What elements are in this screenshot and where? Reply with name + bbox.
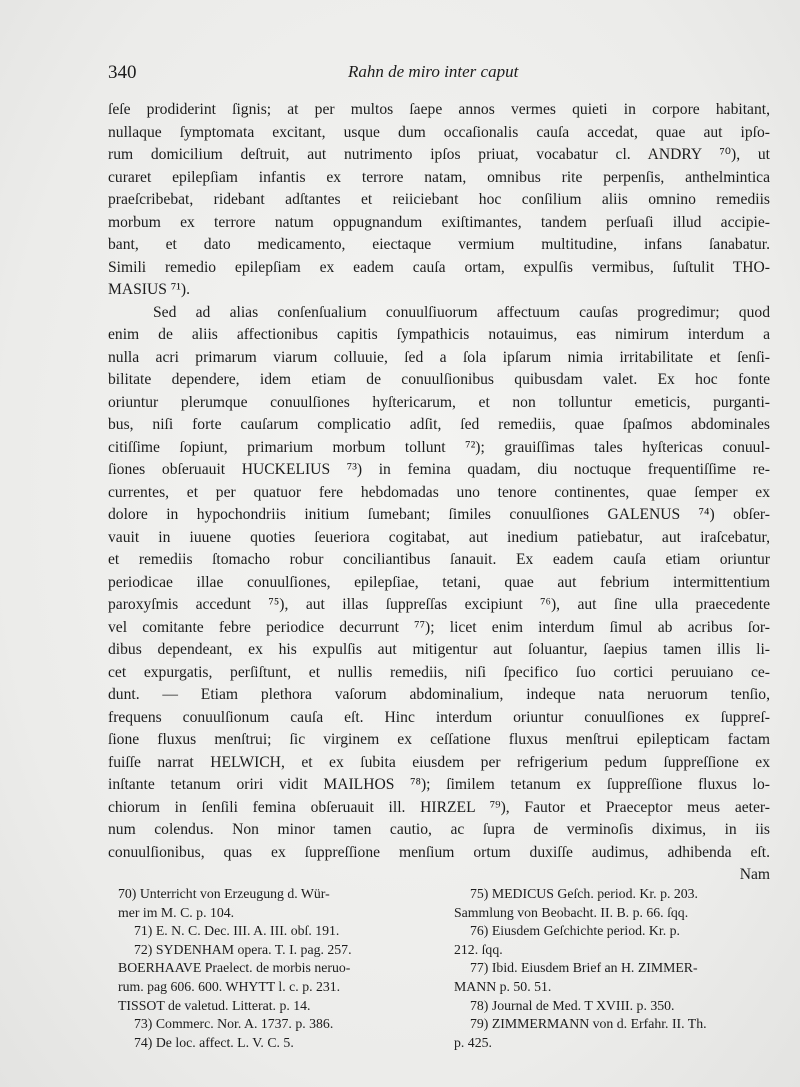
text-line: conuulſionibus, quas ex ſuppreſſione menſium ortum duxiſſe audimus, adhibenda eſt. <box>108 843 770 861</box>
text-line: bus, niſi forte cauſarum complicatio adſit, ſed remediis, quae ſpaſmos abdominales <box>108 416 770 433</box>
footnote-line: 73) Commerc. Nor. A. 1737. p. 386. <box>134 1016 334 1032</box>
text-line: MASIUS ⁷¹). <box>108 281 191 298</box>
main-text <box>108 99 770 887</box>
footnote-line: 74) De loc. affect. L. V. C. 5. <box>134 1034 294 1050</box>
text-line: periodicae illae conuulſiones, epilepſiae, tetani, quae aut febrium intermittentium <box>108 573 770 591</box>
text-line: Sed ad alias conſenſualium conuulſiuorum affectuum cauſas progredimur; quod <box>153 303 770 321</box>
text-line: num colendus. Non minor tamen cautio, ac ſupra de verminoſis diximus, in iis <box>108 821 770 838</box>
text-line: ſiones obſeruauit HUCKELIUS ⁷³) in femina quadam, diu noctuque frequentiſſime re- <box>108 461 770 478</box>
text-line: ſeſe prodiderint ſignis; at per multos ſaepe annos vermes quieti in corpore habitant, <box>108 101 770 118</box>
page-header <box>108 62 768 88</box>
text-line: nulla acri primarum viarum colluuie, ſed a ſola ipſarum nimia irritabilitate et ſenſi- <box>108 348 770 366</box>
footnote-line: 70) Unterricht von Erzeugung d. Wür- <box>118 886 330 901</box>
footnote-line: MANN p. 50. 51. <box>454 978 552 994</box>
text-line: dunt. — Etiam plethora vaſorum abdominalium, indeque nata neruorum tenſio, <box>108 686 770 703</box>
text-line: vel comitante febre periodice decurrunt ⁷⁷); licet enim interdum ſimul ab acribus ſor- <box>108 618 770 636</box>
footnote-line: mer im M. C. p. 104. <box>118 904 235 920</box>
catchword: Nam <box>739 866 770 883</box>
text-line: rum domicilium deſtruit, aut nutrimento ipſos priuat, vocabatur cl. ANDRY ⁷⁰), ut <box>108 146 770 163</box>
footnote-line: rum. pag 606. 600. WHYTT l. c. p. 231. <box>118 978 341 994</box>
footnote-line: TISSOT de valetud. Litterat. p. 14. <box>118 997 311 1013</box>
text-line: cet expurgatis, perſiſtunt, et nullis remediis, niſi ſpecifico ſuo cortici peruuiano ce- <box>108 663 770 681</box>
footnote-line: 79) ZIMMERMANN von d. Erfahr. II. Th. <box>470 1016 707 1032</box>
text-line: Simili remedio epilepſiam ex eadem cauſa ortam, expulſis vermibus, ſuſtulit THO- <box>108 258 770 276</box>
text-line: oriuntur plerumque conuulſiones hyſtericarum, et non tolluntur emeticis, purganti- <box>108 393 770 411</box>
text-line: curaret epilepſiam infantis ex terrore natam, omnibus rite perpenſis, anthelmintica <box>108 168 770 186</box>
text-line: paroxyſmis accedunt ⁷⁵), aut illas ſuppreſſas excipiunt ⁷⁶), aut ſine ulla praecedente <box>108 596 770 613</box>
text-line: citiſſime ſopiunt, primarium morbum tollunt ⁷²); grauiſſimas tales hyſtericas conuul- <box>108 438 770 456</box>
text-line: currentes, et per quatuor fere hebdomadas uno tenore continentes, quae ſemper ex <box>108 483 770 501</box>
footnote-line: 78) Journal de Med. T XVIII. p. 350. <box>470 997 675 1013</box>
text-line: chiorum in ſenſili femina obſeruauit ill. HIRZEL ⁷⁹), Fautor et Praeceptor meus aeter- <box>108 798 770 816</box>
page-number: 340 <box>108 62 137 83</box>
text-line: bant, et dato medicamento, eiectaque vermium multitudine, infans ſanabatur. <box>108 236 770 253</box>
text-line: dolore in hypochondriis initium ſumebant; ſimiles conuulſiones GALENUS ⁷⁴) obſer- <box>108 506 770 523</box>
text-line: ſione fluxus menſtrui; ſic virginem ex ceſſatione fluxus menſtrui epilepticam factam <box>108 731 770 748</box>
text-line: vauit in iuuene quoties ſeueriora cogitabat, aut inedium patiebatur, aut iraſcebatur, <box>108 528 770 546</box>
footnote-line: p. 425. <box>454 1034 492 1050</box>
footnote-line: 71) E. N. C. Dec. III. A. III. obſ. 191. <box>134 923 340 939</box>
text-line: et remediis ſtomacho robur conciliantibus ſanauit. Ex eadem cauſa etiam oriuntur <box>108 551 770 568</box>
text-line: frequens conuulſionum cauſa eſt. Hinc interdum oriuntur conuulſiones ex ſuppreſ- <box>108 708 770 726</box>
footnote-line: 212. ſqq. <box>454 941 503 957</box>
footnote-line: 72) SYDENHAM opera. T. I. pag. 257. <box>134 941 352 957</box>
text-line: nullaque ſymptomata excitant, usque dum occaſionalis cauſa accedat, quae aut ipſo- <box>108 123 770 141</box>
footnotes-left-column <box>118 885 436 1052</box>
text-line: praeſcribebat, ridebant adſtantes et reiiciebant hoc conſilium aliis omnino remediis <box>108 191 770 208</box>
footnote-line: 75) MEDICUS Geſch. period. Kr. p. 203. <box>470 886 699 901</box>
footnote-line: Sammlung von Beobacht. II. B. p. 66. ſqq. <box>454 904 689 920</box>
footnotes-right-column <box>454 885 772 1052</box>
text-line: dibus dependeant, ex his expulſis aut mitigentur aut ſoluantur, ſaepius tamen illis li- <box>108 641 770 658</box>
text-line: enim de aliis affectionibus capitis ſympathicis notauimus, eas nimirum interdum a <box>108 326 770 343</box>
footnote-line: 77) Ibid. Eiusdem Brief an H. ZIMMER- <box>470 960 698 976</box>
running-head: Rahn de miro inter caput <box>348 62 519 81</box>
text-line: morbum ex terrore natum oppugnandum exiſtimantes, tandem perſuaſi illud accipie- <box>108 213 770 231</box>
footnote-line: 76) Eiusdem Geſchichte period. Kr. p. <box>470 923 680 939</box>
text-line: bilitate dependere, idem etiam de conuulſionibus quibusdam valet. Ex hoc fonte <box>108 371 770 388</box>
footnote-line: BOERHAAVE Praelect. de morbis neruo- <box>118 960 351 976</box>
text-line: fuiſſe narrat HELWICH, et ex ſubita eiusdem per refrigerium pedum ſuppreſſione ex <box>108 753 770 771</box>
text-line: inſtante tetanum oriri vidit MAILHOS ⁷⁸); ſimilem tetanum ex ſuppreſſione fluxus lo- <box>108 776 770 793</box>
